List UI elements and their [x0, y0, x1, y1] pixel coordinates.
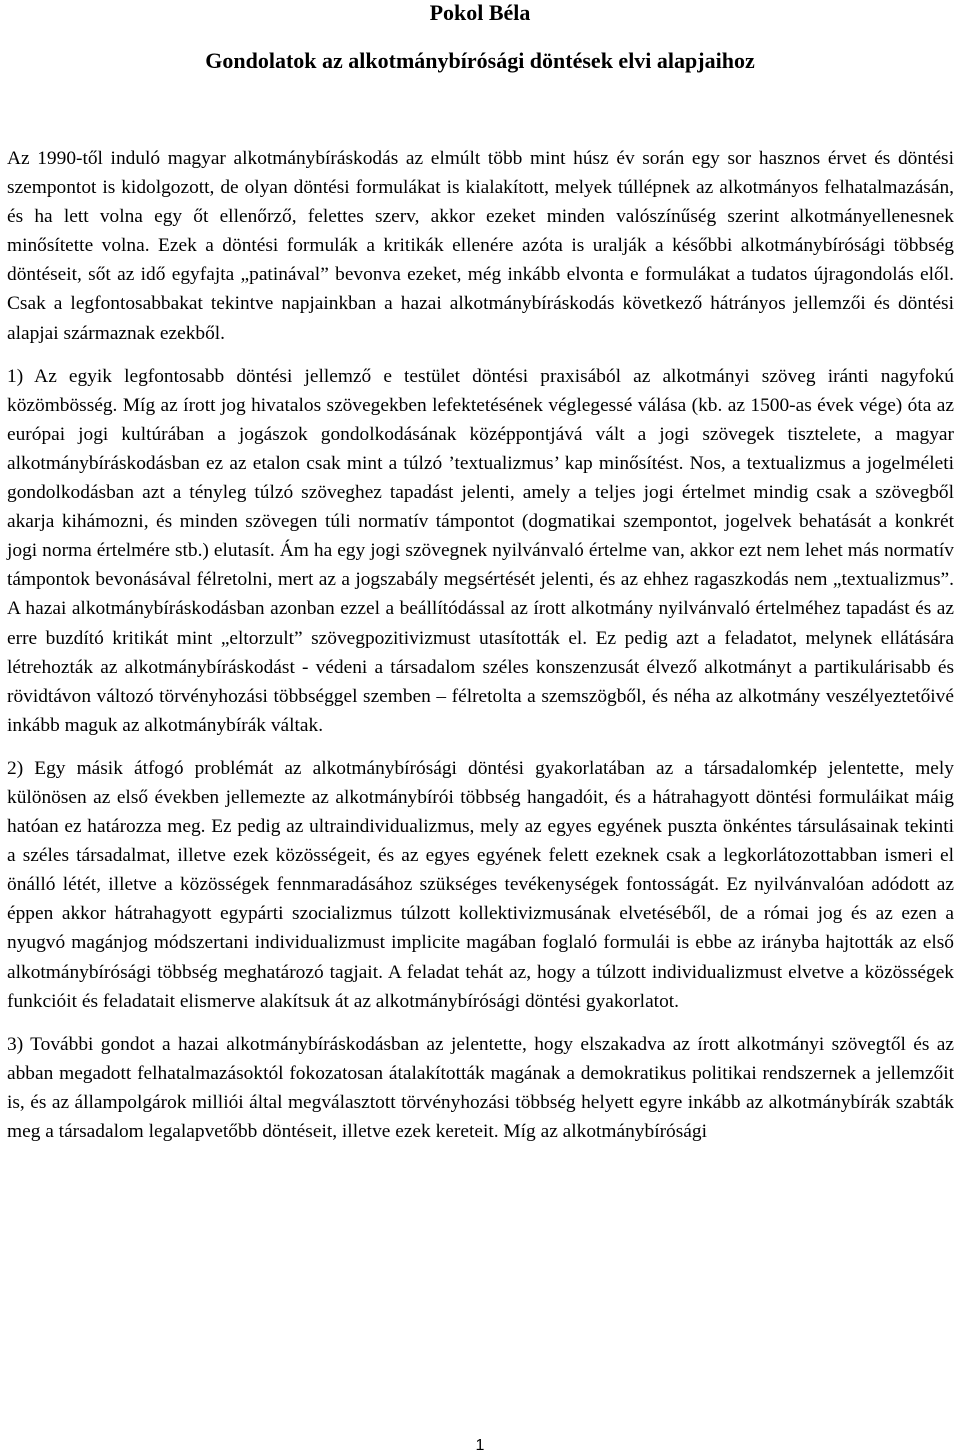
document-body — [7, 144, 954, 1160]
paragraph-point-3: 3) További gondot a hazai alkotmánybíráskodásban az jelentette, hogy elszakadva az írott alkotmányi szövegtől és az abban megadott felhatalmazásoktól fokozatosan átalakították magának a demokratikus politikai rendszernek a jellemzőit is, és az állampolgárok milliói által megválasztott törvényhozási többség helyett egyre inkább az alkotmánybírák szabták meg a társadalom legalapvetőbb döntéseit, illetve ezek kereteit. Míg az alkotmánybírósági — [7, 1033, 954, 1142]
paragraph-intro: Az 1990-től induló magyar alkotmánybíráskodás az elmúlt több mint húsz év során egy sor hasznos érvet és döntési szempontot is kidolgozott, de olyan döntési formulákat is kialakított, melyek túllépnek az alkotmányos felhatalmazásán, és ha lett volna egy őt ellenőrző, felettes szerv, akkor ezeket minden valószínűség szerint alkotmányellenesnek minősítette volna. Ezek a döntési formulák a kritikák ellenére azóta is uralják a későbbi alkotmánybírósági többség döntéseit, sőt az idő egyfajta „patinával” bevonva ezeket, még inkább elvonta e formulákat a tudatos újragondolás elől. Csak a legfontosabbakat tekintve napjainkban a hazai alkotmánybíráskodás következő hátrányos jellemzői és döntési alapjai származnak ezekből. — [7, 148, 954, 344]
page-number: 1 — [475, 1437, 485, 1454]
document-title: Gondolatok az alkotmánybírósági döntések elvi alapjaihoz — [205, 48, 755, 73]
paragraph-point-1: 1) Az egyik legfontosabb döntési jellemző e testület döntési praxisából az alkotmányi szöveg iránti nagyfokú közömbösség. Míg az írott jog hivatalos szövegekben lefektetésének véglegessé válása (kb. az 1500-as évek vége) óta az európai jogi kultúrában a jogászok gondolkodásának középpontjává vált a jogi szövegek tisztelete, a magyar alkotmánybíráskodásban ez az etalon csak mint a túlzó ’textualizmus’ kap minősítést. Nos, a textualizmus a jogelméleti gondolkodásban azt a tényleg túlzó szöveghez tapadást jelenti, amely a teljes jogi értelmet mindig csak a szövegből akarja kihámozni, és minden szövegen túli normatív támpontot (dogmatikai szempontot, jogelvek behatását a konkrét jogi norma értelmére stb.) elutasít. Ám ha egy jogi szövegnek nyilvánvaló értelme van, akkor ezt nem lehet más normatív támpontok bevonásával félretolni, mert az a jogszabály megsértését jelenti, és az ehhez ragaszkodás nem „textualizmus”. A hazai alkotmánybíráskodásban azonban ezzel a beállítódással az írott alkotmány nyilvánvaló értelméhez tapadást és az erre buzdító kritikát mint „eltorzult” szövegpozitivizmust utasították el. Ez pedig azt a feladatot, melynek ellátására létrehozták az alkotmánybíráskodást - védeni a társadalom széles konszenzusát élvező alkotmányt a partikulárisabb és rövidtávon változó törvényhozási többséggel szemben – félretolta a szemszögből, és néha az alkotmány veszélyeztetőivé inkább maguk az alkotmánybírák váltak. — [7, 365, 954, 736]
paragraph-point-2: 2) Egy másik átfogó problémát az alkotmánybírósági döntési gyakorlatában az a társadalomkép jelentette, mely különösen az első években jellemezte az alkotmánybírói többség hangadóit, és a hátrahagyott döntési formuláikat máig hatóan ez határozza meg. Ez pedig az ultraindividualizmus, mely az egyes egyének puszta önkéntes társulásainak tekinti a széles társadalmat, illetve ezek közösségeit, és az egyes egyének felett ezeknek csak a legkorlátozottabban ismeri el önálló létét, illetve a közösségek fennmaradásához szükséges tevékenységek fontosságát. Ez nyilvánvalóan adódott az éppen akkor hátrahagyott egypárti szocializmus túlzott kollektivizmusának elvetéséből, de a római jog és az ezen a nyugvó magánjog módszertani individualizmust implicite magában foglaló formulái is ebbe az irányba hajtották az első alkotmánybírósági többség meghatározó tagjait. A feladat tehát az, hogy a túlzott individualizmust elvetve a közösségek funkcióit és feladatait elismerve alakítsuk át az alkotmánybírósági döntési gyakorlatot. — [7, 757, 954, 1012]
author-name: Pokol Béla — [429, 0, 531, 25]
